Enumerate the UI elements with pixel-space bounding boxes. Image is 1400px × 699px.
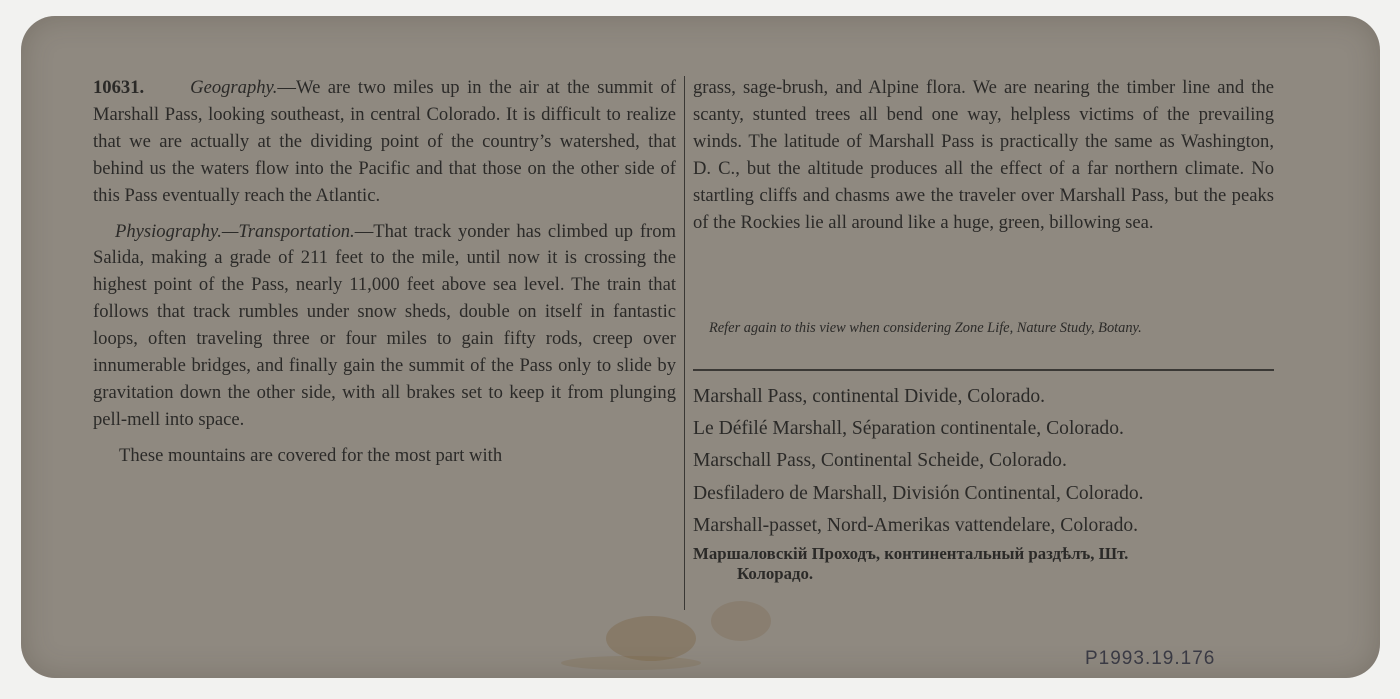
horizontal-rule [693, 369, 1274, 371]
refer-note [693, 321, 1275, 336]
card-number: 10631. [93, 77, 145, 98]
title-spanish: Desfiladero de Marshall, División Continental, Colorado. [693, 482, 1144, 504]
right-column-text [693, 75, 1274, 236]
geography-text: —We are two miles up in the air at the summit of Marshall Pass, looking southeast, in central Colorado. It is difficult to realize that we are actually at the dividing point of the country’s watershed, that behind us the waters flow into the Pacific and that those on the other side of this Pass eventually reach the Atlantic. [93, 77, 676, 206]
title-english: Marshall Pass, continental Divide, Colorado. [693, 386, 1046, 407]
physiography-heading: Physiography.—Transportation. [115, 220, 355, 242]
mountains-text: These mountains are covered for the most part with [119, 444, 503, 466]
geography-paragraph [93, 75, 676, 210]
title-russian-line2: Колорадо. [737, 563, 814, 583]
geography-heading: Geography. [190, 77, 278, 98]
continued-paragraph: grass, sage-brush, and Alpine flora. We are nearing the timber line and the scanty, stunted trees all bend one way, helpless victims of the prevailing winds. The latitude of Marshall Pass is practically the same as Washington, D. C., but the altitude produces all the effect of a far northern climate. No startling cliffs and chasms awe the traveler over Marshall Pass, but the peaks of the Rockies lie all around like a huge, green, billowing sea. [693, 77, 1274, 233]
column-divider [684, 76, 685, 610]
physiography-text: —That track yonder has climbed up from Salida, making a grade of 211 feet to the mile, until now it is crossing the highest point of the Pass, nearly 11,000 feet above sea level. The train that follows that track rumbles under snow sheds, double on itself in fantastic loops, often traveling three or four miles to gain fifty rods, creep over innumerable bridges, and finally gain the summit of the Pass only to slide by gravitation down the other side, with all brakes set to keep it from plunging pell-mell into space. [93, 220, 676, 430]
physiography-paragraph [93, 219, 676, 434]
title-french: Le Défilé Marshall, Séparation continentale, Colorado. [693, 418, 1124, 440]
refer-note-text: Refer again to this view when considering Zone Life, Nature Study, Botany. [709, 320, 1142, 336]
title-german: Marschall Pass, Continental Scheide, Colorado. [693, 450, 1067, 472]
title-russian-line1: Маршаловскій Проходъ, континентальный раздѣлъ, Шт. [693, 543, 1129, 563]
catalog-number: P1993.19.176 [1085, 648, 1216, 669]
stain [711, 601, 771, 641]
title-swedish: Marshall-passet, Nord-Amerikas vattendelare, Colorado. [693, 514, 1139, 536]
stain [561, 656, 701, 670]
stain [606, 616, 696, 661]
multilingual-titles [693, 383, 1278, 584]
title-russian [693, 544, 1278, 584]
mountains-paragraph [93, 443, 676, 470]
left-column-text [93, 75, 676, 470]
